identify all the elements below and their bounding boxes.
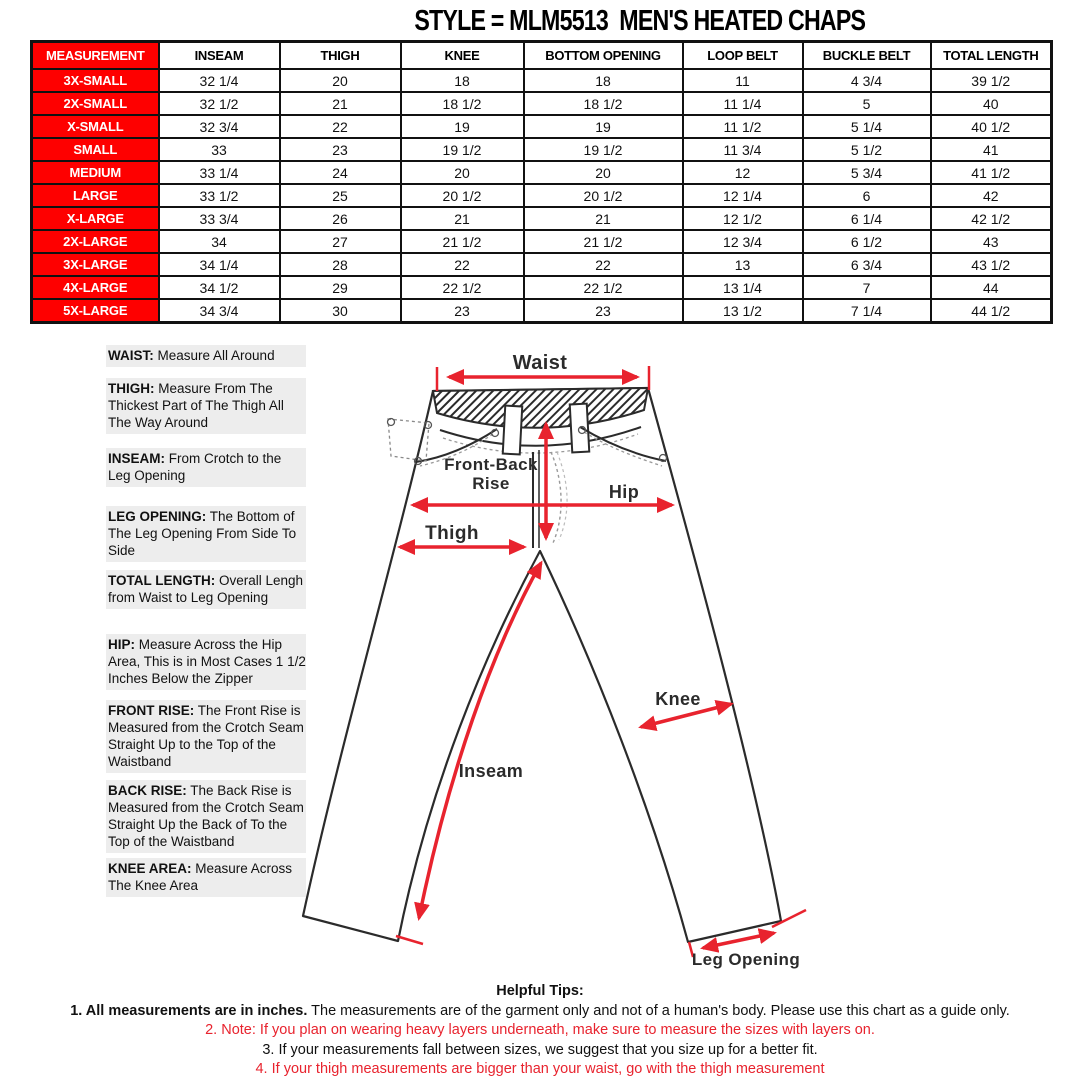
definition-desc: Measure All Around	[153, 348, 275, 363]
definition-term: HIP:	[108, 637, 135, 652]
tip-line	[0, 1060, 1080, 1080]
tip-segment: 1. All measurements are in inches.	[70, 1002, 308, 1019]
definition-desc: From Crotch to the Leg Opening	[108, 451, 282, 483]
table-row	[32, 184, 1052, 207]
tip-line	[0, 1002, 1080, 1022]
table-row	[32, 138, 1052, 161]
tip-segment: 2. Note: If you plan on wearing heavy layers underneath, make sure to measure the sizes with layers on.	[205, 1022, 875, 1038]
hip-label: Hip	[608, 482, 640, 502]
size-value-cell: 42	[931, 184, 1052, 207]
definition-term: LEG OPENING:	[108, 509, 207, 524]
size-value-cell: 23	[280, 138, 401, 161]
size-value-cell: 21 1/2	[401, 230, 524, 253]
header-total-length: TOTAL LENGTH	[931, 42, 1052, 70]
definition-item	[106, 700, 306, 773]
definition-term: THIGH:	[108, 381, 155, 396]
definition-term: KNEE AREA:	[108, 861, 192, 876]
size-value-cell: 19 1/2	[524, 138, 683, 161]
size-value-cell: 33 1/4	[159, 161, 280, 184]
size-value-cell: 21 1/2	[524, 230, 683, 253]
size-label-cell: 4X-LARGE	[32, 276, 159, 299]
rivet	[388, 419, 395, 426]
size-value-cell: 44	[931, 276, 1052, 299]
size-value-cell: 22 1/2	[401, 276, 524, 299]
size-label-cell: 5X-LARGE	[32, 299, 159, 323]
size-value-cell: 28	[280, 253, 401, 276]
rise-label-line1: Front-Back	[444, 455, 538, 474]
size-value-cell: 19 1/2	[401, 138, 524, 161]
size-value-cell: 22	[401, 253, 524, 276]
definition-desc: The Front Rise is Measured from the Crotch Seam Straight Up to the Top of the Waistband	[108, 703, 304, 769]
size-value-cell: 32 1/4	[159, 69, 280, 92]
size-value-cell: 6 1/4	[803, 207, 931, 230]
size-value-cell: 7 1/4	[803, 299, 931, 323]
page-title: STYLE = MLM5513 MEN'S HEATED CHAPS	[414, 5, 866, 37]
header-knee: KNEE	[401, 42, 524, 70]
size-value-cell: 20 1/2	[524, 184, 683, 207]
size-value-cell: 40	[931, 92, 1052, 115]
header-loop-belt: LOOP BELT	[683, 42, 803, 70]
tips-list	[0, 1002, 1080, 1080]
size-value-cell: 18	[401, 69, 524, 92]
size-label-cell: 2X-SMALL	[32, 92, 159, 115]
size-value-cell: 12 1/2	[683, 207, 803, 230]
size-value-cell: 41 1/2	[931, 161, 1052, 184]
table-row	[32, 207, 1052, 230]
definition-item	[106, 345, 306, 367]
size-value-cell: 21	[401, 207, 524, 230]
rise-label-line2: Rise	[472, 474, 510, 493]
size-value-cell: 12	[683, 161, 803, 184]
size-value-cell: 42 1/2	[931, 207, 1052, 230]
size-value-cell: 25	[280, 184, 401, 207]
table-header-row	[32, 42, 1052, 70]
tips-section	[0, 982, 1080, 1080]
size-value-cell: 20	[280, 69, 401, 92]
size-value-cell: 4 3/4	[803, 69, 931, 92]
definition-term: TOTAL LENGTH:	[108, 573, 216, 588]
size-value-cell: 33 1/2	[159, 184, 280, 207]
definition-item	[106, 378, 306, 434]
definition-term: FRONT RISE:	[108, 703, 195, 718]
size-value-cell: 43 1/2	[931, 253, 1052, 276]
size-value-cell: 34 1/2	[159, 276, 280, 299]
waist-label: Waist	[512, 352, 568, 374]
header-inseam: INSEAM	[159, 42, 280, 70]
leg-opening-label: Leg Opening	[691, 950, 801, 969]
definition-term: WAIST:	[108, 348, 154, 363]
size-value-cell: 33	[159, 138, 280, 161]
size-value-cell: 30	[280, 299, 401, 323]
definition-desc: Measure Across The Knee Area	[108, 861, 293, 893]
size-value-cell: 20	[401, 161, 524, 184]
size-value-cell: 5 1/2	[803, 138, 931, 161]
definition-item	[106, 858, 306, 897]
size-value-cell: 5 1/4	[803, 115, 931, 138]
size-label-cell: 3X-LARGE	[32, 253, 159, 276]
size-value-cell: 13 1/2	[683, 299, 803, 323]
tips-heading: Helpful Tips:	[496, 983, 584, 999]
definition-desc: Measure Across the Hip Area, This is in Most Cases 1 1/2 Inches Below the Zipper	[108, 637, 306, 686]
size-label-cell: 2X-LARGE	[32, 230, 159, 253]
header-bottom-opening: BOTTOM OPENING	[524, 42, 683, 70]
size-value-cell: 7	[803, 276, 931, 299]
definition-desc: The Bottom of The Leg Opening From Side To Side	[108, 509, 297, 558]
tip-segment: The measurements are of the garment only and not of a human's body. Please use this chart as a guide only.	[307, 1002, 1010, 1019]
size-value-cell: 6 1/2	[803, 230, 931, 253]
definition-term: BACK RISE:	[108, 783, 187, 798]
definition-item	[106, 780, 306, 853]
size-value-cell: 23	[401, 299, 524, 323]
table-row	[32, 161, 1052, 184]
size-value-cell: 34 1/4	[159, 253, 280, 276]
size-label-cell: X-LARGE	[32, 207, 159, 230]
size-value-cell: 12 1/4	[683, 184, 803, 207]
page-title-row	[0, 5, 1080, 38]
table-row	[32, 115, 1052, 138]
pants-diagram	[278, 342, 882, 984]
size-value-cell: 43	[931, 230, 1052, 253]
size-value-cell: 27	[280, 230, 401, 253]
size-value-cell: 13	[683, 253, 803, 276]
size-value-cell: 24	[280, 161, 401, 184]
tip-segment: 4. If your thigh measurements are bigger than your waist, go with the thigh measurement	[255, 1061, 825, 1077]
size-label-cell: MEDIUM	[32, 161, 159, 184]
definition-item	[106, 570, 306, 609]
size-value-cell: 11 1/2	[683, 115, 803, 138]
size-value-cell: 21	[524, 207, 683, 230]
size-value-cell: 5	[803, 92, 931, 115]
size-value-cell: 13 1/4	[683, 276, 803, 299]
size-value-cell: 41	[931, 138, 1052, 161]
size-value-cell: 44 1/2	[931, 299, 1052, 323]
size-value-cell: 40 1/2	[931, 115, 1052, 138]
size-value-cell: 22 1/2	[524, 276, 683, 299]
size-value-cell: 32 3/4	[159, 115, 280, 138]
header-buckle-belt: BUCKLE BELT	[803, 42, 931, 70]
size-value-cell: 20 1/2	[401, 184, 524, 207]
table-row	[32, 276, 1052, 299]
size-value-cell: 34	[159, 230, 280, 253]
table-row	[32, 230, 1052, 253]
size-value-cell: 11 3/4	[683, 138, 803, 161]
size-value-cell: 22	[524, 253, 683, 276]
size-value-cell: 18	[524, 69, 683, 92]
tip-line	[0, 1021, 1080, 1041]
pants-outline	[303, 388, 781, 942]
tip-segment: 3. If your measurements fall between sizes, we suggest that you size up for a better fit.	[262, 1041, 818, 1058]
definition-item	[106, 448, 306, 487]
size-value-cell: 12 3/4	[683, 230, 803, 253]
size-value-cell: 22	[280, 115, 401, 138]
definition-item	[106, 634, 306, 690]
header-thigh: THIGH	[280, 42, 401, 70]
size-label-cell: SMALL	[32, 138, 159, 161]
thigh-label: Thigh	[425, 523, 479, 544]
size-value-cell: 20	[524, 161, 683, 184]
size-value-cell: 23	[524, 299, 683, 323]
size-value-cell: 34 3/4	[159, 299, 280, 323]
size-value-cell: 11	[683, 69, 803, 92]
definition-item	[106, 506, 306, 562]
size-value-cell: 18 1/2	[524, 92, 683, 115]
size-value-cell: 5 3/4	[803, 161, 931, 184]
definition-term: INSEAM:	[108, 451, 165, 466]
size-value-cell: 18 1/2	[401, 92, 524, 115]
size-value-cell: 11 1/4	[683, 92, 803, 115]
size-label-cell: X-SMALL	[32, 115, 159, 138]
size-value-cell: 26	[280, 207, 401, 230]
size-table-body	[32, 69, 1052, 323]
table-row	[32, 299, 1052, 323]
size-value-cell: 33 3/4	[159, 207, 280, 230]
inseam-label: Inseam	[458, 761, 524, 781]
table-row	[32, 92, 1052, 115]
size-label-cell: LARGE	[32, 184, 159, 207]
belt-loop-left	[503, 406, 522, 455]
size-value-cell: 32 1/2	[159, 92, 280, 115]
tip-line	[0, 1041, 1080, 1061]
size-value-cell: 6	[803, 184, 931, 207]
table-row	[32, 69, 1052, 92]
header-measurement: MEASUREMENT	[32, 42, 159, 70]
size-value-cell: 29	[280, 276, 401, 299]
size-value-cell: 19	[401, 115, 524, 138]
size-value-cell: 19	[524, 115, 683, 138]
definition-desc: The Back Rise is Measured from the Crotch Seam Straight Up the Back of To the Top of the Waistband	[108, 783, 304, 849]
definition-desc: Overall Lengh from Waist to Leg Opening	[108, 573, 304, 605]
table-row	[32, 253, 1052, 276]
size-value-cell: 21	[280, 92, 401, 115]
size-label-cell: 3X-SMALL	[32, 69, 159, 92]
size-value-cell: 39 1/2	[931, 69, 1052, 92]
size-value-cell: 6 3/4	[803, 253, 931, 276]
size-table	[30, 40, 1053, 324]
definition-desc: Measure From The Thickest Part of The Thigh All The Way Around	[108, 381, 284, 430]
knee-label: Knee	[655, 689, 701, 709]
inseam-hem-tick	[396, 936, 423, 944]
